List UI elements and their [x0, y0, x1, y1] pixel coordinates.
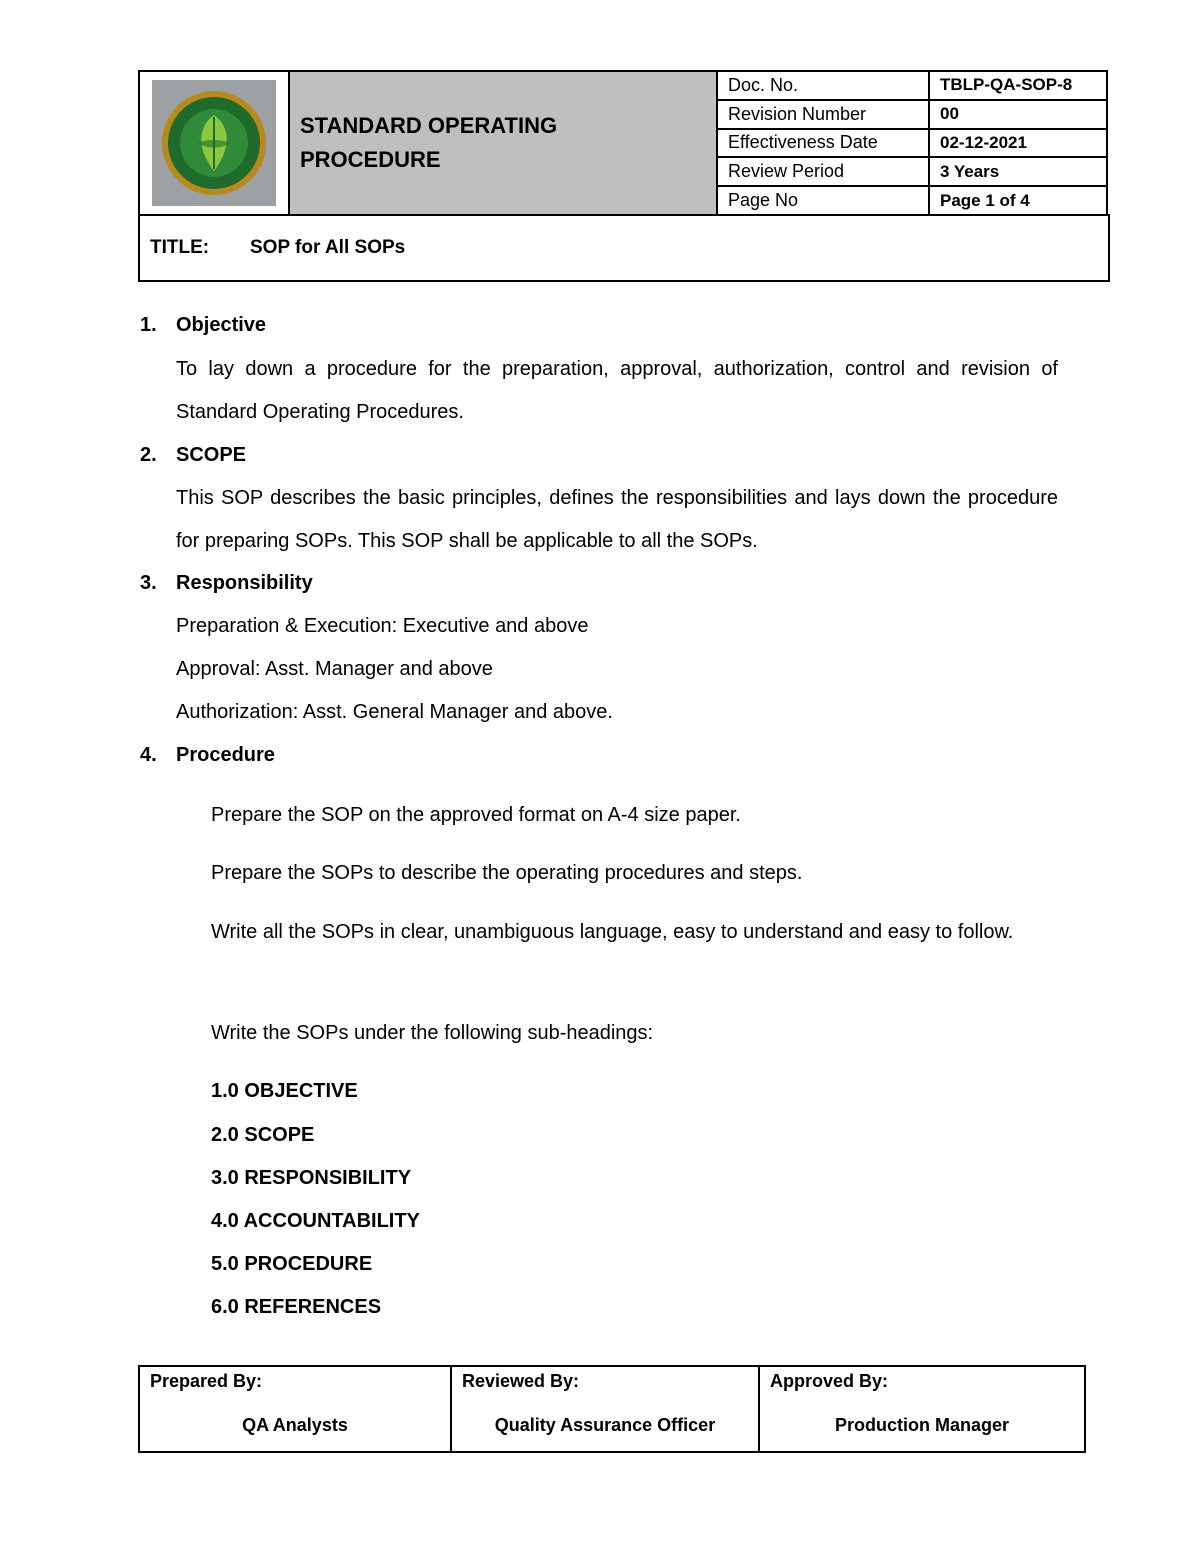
section-number: 3. [140, 572, 157, 594]
section-heading: SCOPE [176, 444, 247, 466]
procedure-paragraph: Write all the SOPs in clear, unambiguous language, easy to understand and easy to follow. [211, 921, 1014, 943]
document-type-line2: PROCEDURE [300, 147, 441, 172]
section-heading: Objective [176, 314, 267, 336]
meta-value: 02-12-2021 [940, 132, 1027, 152]
title-bar [138, 214, 1110, 282]
subheading-item: 5.0 PROCEDURE [211, 1253, 373, 1275]
meta-label: Doc. No. [718, 72, 930, 99]
reviewed-by-cell [452, 1367, 760, 1451]
document-title: SOP for All SOPs [250, 237, 406, 258]
procedure-paragraph: Write the SOPs under the following sub-headings: [211, 1022, 654, 1044]
signoff-table [138, 1365, 1086, 1453]
meta-row-doc-no [718, 72, 1106, 101]
meta-value: TBLP-QA-SOP-8 [940, 75, 1073, 95]
subheading-item: 1.0 OBJECTIVE [211, 1080, 358, 1102]
meta-row-page-no [718, 187, 1106, 214]
logo-cell [140, 72, 290, 214]
subheading-item: 6.0 REFERENCES [211, 1296, 382, 1318]
section-heading: Responsibility [176, 572, 313, 594]
meta-label: Effectiveness Date [718, 130, 930, 157]
meta-label: Revision Number [718, 101, 930, 128]
responsibility-line: Preparation & Execution: Executive and above [176, 615, 589, 637]
prepared-by-value: QA Analysts [242, 1415, 348, 1435]
approved-by-cell [760, 1367, 1084, 1451]
objective-text: To lay down a procedure for the preparation, approval, authorization, control and revision of Standard Operating Procedures. [176, 358, 1058, 423]
subheading-item: 4.0 ACCOUNTABILITY [211, 1210, 420, 1232]
meta-label: Review Period [718, 158, 930, 185]
scope-text: This SOP describes the basic principles, defines the responsibilities and lays down the procedure for preparing SOPs. This SOP shall be applicable to all the SOPs. [176, 487, 1058, 552]
prepared-by-cell [140, 1367, 452, 1451]
procedure-paragraph: Prepare the SOP on the approved format on A-4 size paper. [211, 804, 741, 826]
meta-value: 3 Years [940, 161, 1000, 181]
meta-row-effectiveness-date [718, 130, 1106, 159]
responsibility-line: Authorization: Asst. General Manager and above. [176, 701, 613, 723]
meta-row-review-period [718, 158, 1106, 187]
approved-by-label: Approved By: [770, 1371, 889, 1391]
company-seal-logo [152, 80, 276, 206]
prepared-by-label: Prepared By: [150, 1371, 263, 1391]
document-header [138, 70, 1108, 216]
document-type-line1: STANDARD OPERATING [300, 113, 558, 138]
document-type-cell [290, 72, 718, 214]
title-label: TITLE: [150, 237, 210, 258]
meta-row-revision-number [718, 101, 1106, 130]
seal-icon [158, 87, 270, 199]
procedure-paragraph: Prepare the SOPs to describe the operating procedures and steps. [211, 862, 803, 884]
reviewed-by-label: Reviewed By: [462, 1371, 580, 1391]
section-heading: Procedure [176, 744, 275, 766]
section-number: 4. [140, 744, 157, 766]
subheading-item: 2.0 SCOPE [211, 1124, 315, 1146]
meta-value: Page 1 of 4 [940, 190, 1030, 210]
approved-by-value: Production Manager [834, 1415, 1009, 1435]
document-meta-table [718, 72, 1106, 214]
meta-label: Page No [718, 187, 930, 214]
section-number: 2. [140, 444, 157, 466]
reviewed-by-value: Quality Assurance Officer [494, 1415, 716, 1435]
section-number: 1. [140, 314, 157, 336]
subheading-item: 3.0 RESPONSIBILITY [211, 1167, 412, 1189]
responsibility-line: Approval: Asst. Manager and above [176, 658, 493, 680]
meta-value: 00 [940, 104, 959, 124]
